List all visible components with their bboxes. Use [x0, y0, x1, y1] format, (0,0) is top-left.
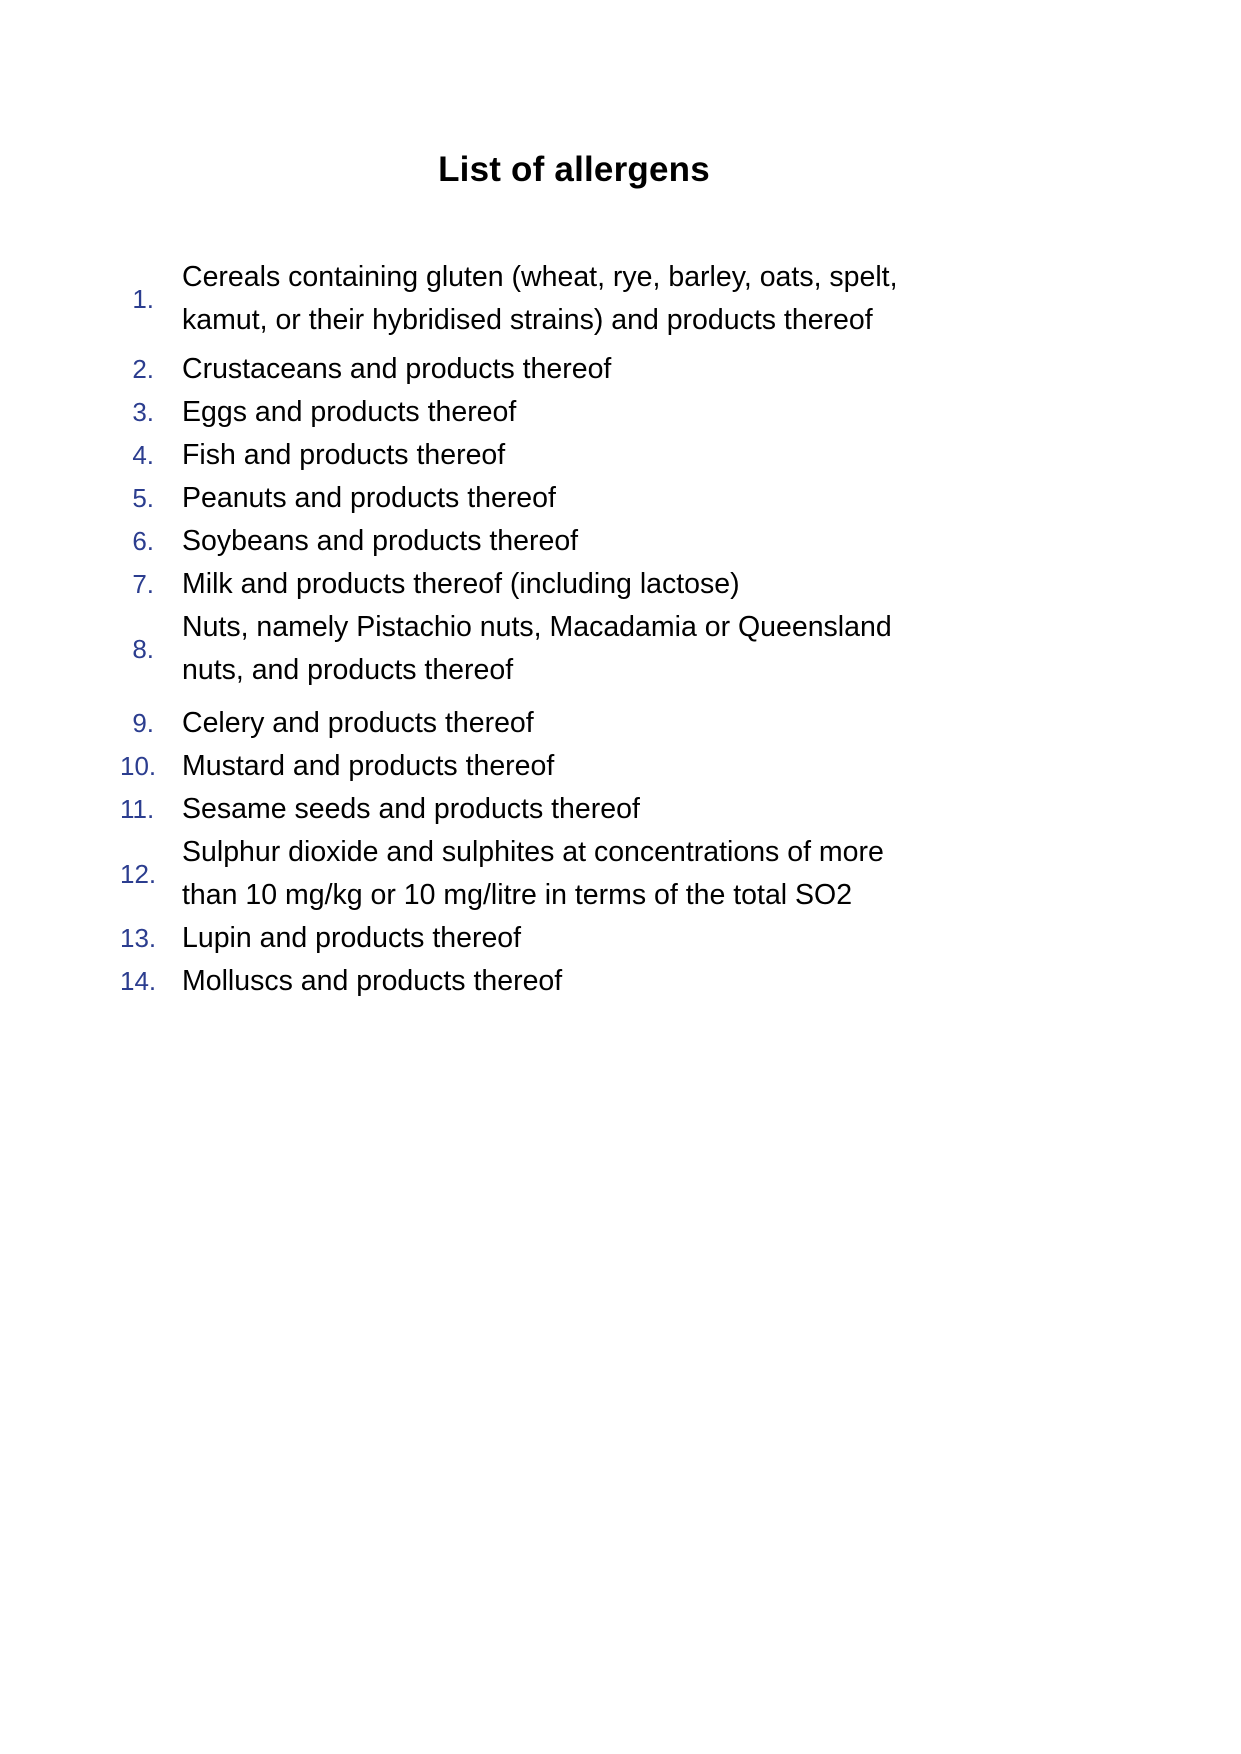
list-item [120, 745, 920, 788]
list-item-number: 7. [132, 569, 154, 599]
list-item [120, 477, 920, 520]
list-item-text: Celery and products thereof [182, 707, 534, 739]
list-item-text: Sulphur dioxide and sulphites at concentrations of more than 10 mg/kg or 10 mg/litre in terms of the total SO2 [182, 836, 884, 911]
list-item-number: 14. [120, 966, 157, 996]
list-item-text: Milk and products thereof (including lactose) [182, 568, 740, 600]
list-item-text: Lupin and products thereof [182, 922, 522, 954]
list-item [120, 563, 920, 606]
list-item-number: 6. [132, 526, 154, 556]
list-item [120, 520, 920, 563]
list-item-number: 2. [132, 354, 154, 384]
list-item-number: 9. [132, 708, 154, 738]
list-item [120, 917, 920, 960]
list-item-text: Mustard and products thereof [182, 750, 555, 782]
list-item-text: Fish and products thereof [182, 439, 506, 471]
list-item-number: 8. [132, 633, 154, 664]
list-item-text: Peanuts and products thereof [182, 482, 556, 514]
list-item [120, 434, 920, 477]
list-item [120, 606, 920, 692]
list-item-number: 12. [120, 858, 157, 889]
list-item-number: 4. [132, 440, 154, 470]
list-item [120, 960, 920, 1003]
list-item [120, 391, 920, 434]
list-item-text: Sesame seeds and products thereof [182, 793, 640, 825]
list-item-number: 1. [132, 283, 154, 314]
list-item-number: 3. [132, 397, 154, 427]
list-item-number: 11. [120, 794, 155, 824]
list-item-text: Cereals containing gluten (wheat, rye, barley, oats, spelt, kamut, or their hybridised strains) and products thereof [182, 261, 898, 336]
list-item [120, 348, 920, 391]
list-item [120, 831, 920, 917]
list-item-text: Eggs and products thereof [182, 396, 517, 428]
list-item-text: Crustaceans and products thereof [182, 353, 612, 385]
list-item-text: Soybeans and products thereof [182, 525, 579, 557]
list-item [120, 702, 920, 745]
list-item [120, 256, 920, 342]
list-item [120, 788, 920, 831]
list-item-text: Molluscs and products thereof [182, 965, 563, 997]
list-item-number: 13. [120, 923, 157, 953]
list-item-text: Nuts, namely Pistachio nuts, Macadamia or Queensland nuts, and products thereof [182, 611, 892, 686]
list-item-number: 5. [132, 483, 154, 513]
page-title: List of allergens [438, 150, 710, 189]
list-item-number: 10. [120, 751, 157, 781]
allergen-list [120, 256, 920, 1003]
